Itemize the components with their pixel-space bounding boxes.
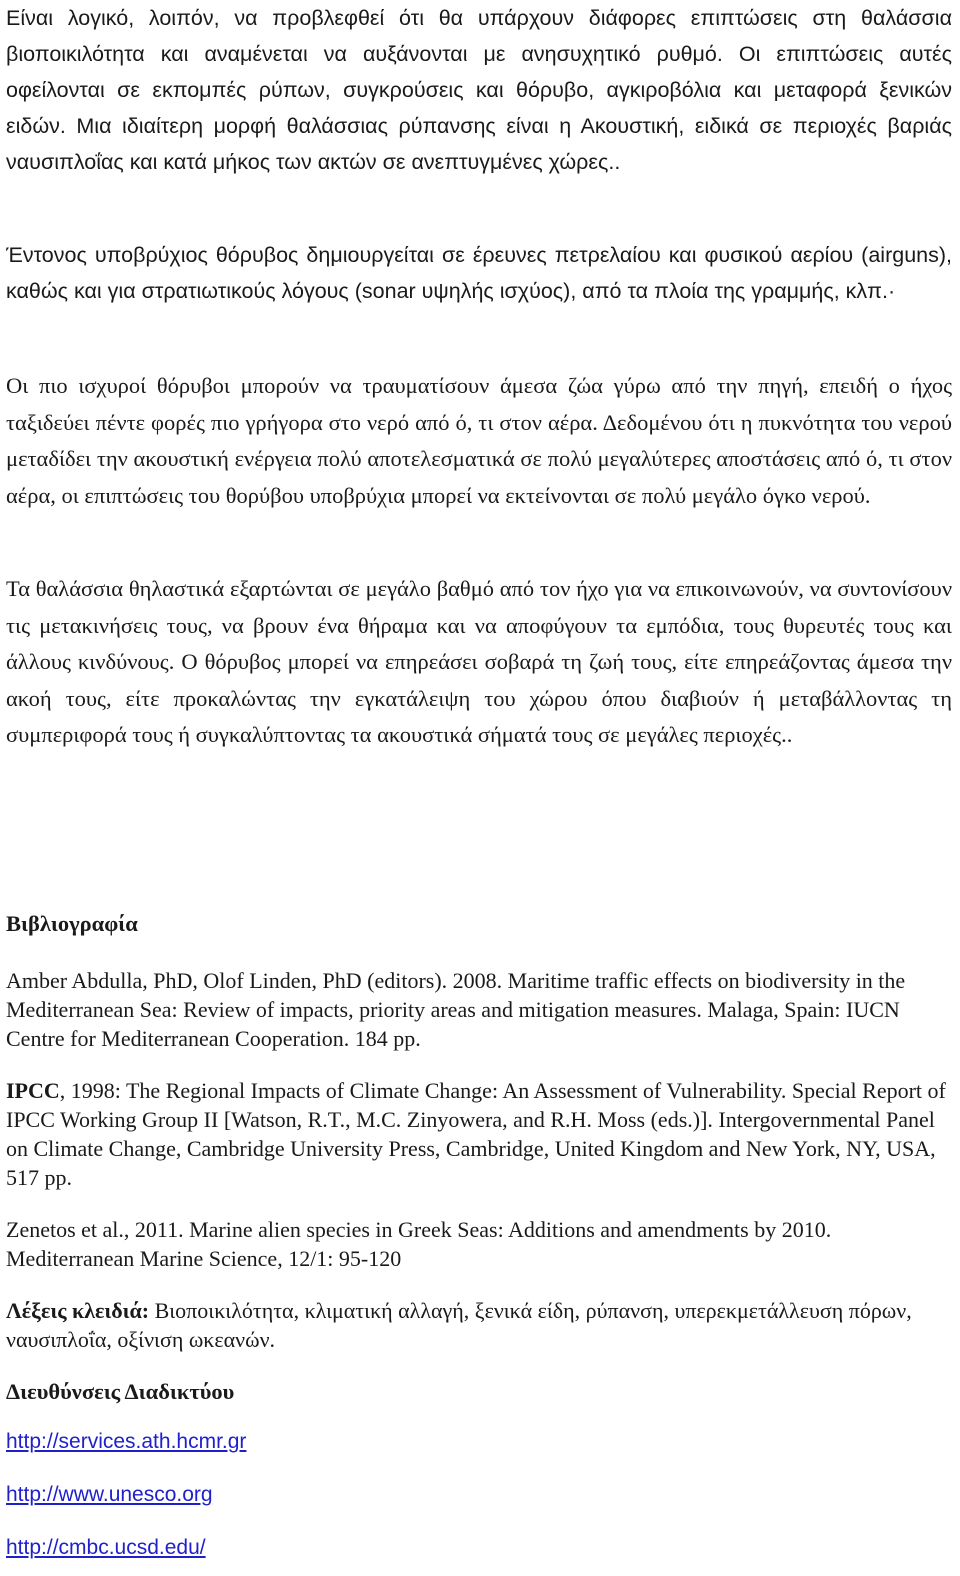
paragraph-noise-effects: Οι πιο ισχυροί θόρυβοι μπορούν να τραυματίσουν άμεσα ζώα γύρω από την πηγή, επειδή ο ήχος ταξιδεύει πέντε φορές πιο γρήγορα στο νερό από ό, τι στον αέρα. Δεδομένου ότι η πυκνότητα του νερού μεταδίδει την ακουστική ενέργεια πολύ αποτελεσματικά σε πολύ μεγαλύτερες αποστάσεις από ό, τι στον αέρα, οι επιπτώσεις του θορύβου υποβρύχια μπορεί να εκτείνονται σε πολύ μεγάλο όγκο νερού.: [6, 373, 952, 508]
keywords-label: Λέξεις κλειδιά:: [6, 1298, 150, 1323]
reference-ipcc-text: , 1998: The Regional Impacts of Climate Change: An Assessment of Vulnerability. Special Report of IPCC Working Group II [Watson, R.T., M.C. Zinyowera, and R.H. Moss (eds.)]. Intergovernmental Panel on Climate Change, Cambridge University Press, Cambridge, United Kingdom and New York, NY, USA, 517 pp.: [6, 1078, 946, 1190]
link-hcmr[interactable]: http://services.ath.hcmr.gr: [6, 1430, 247, 1453]
paragraph-underwater-noise: Έντονος υποβρύχιος θόρυβος δημιουργείται σε έρευνες πετρελαίου και φυσικού αερίου (airguns), καθώς και για στρατιωτικούς λόγους (sonar υψηλής ισχύος), από τα πλοία της γραμμής, κλπ.·: [6, 243, 952, 303]
keywords-text: Βιοποικιλότητα, κλιματική αλλαγή, ξενικά είδη, ρύπανση, υπερεκμετάλλευση πόρων, ναυσιπλοΐα, οξίνιση ωκεανών.: [6, 1298, 912, 1352]
keywords-paragraph: [6, 1296, 952, 1354]
reference-abdulla: Amber Abdulla, PhD, Olof Linden, PhD (editors). 2008. Maritime traffic effects on biodiversity in the Mediterranean Sea: Review of impacts, priority areas and mitigation measures. Malaga, Spain: IUCN Centre for Mediterranean Cooperation. 184 pp.: [6, 968, 906, 1051]
reference-ipcc: [6, 1076, 952, 1192]
reference-ipcc-author: IPCC: [6, 1078, 60, 1103]
reference-zenetos: Zenetos et al., 2011. Marine alien species in Greek Seas: Additions and amendments by 2010. Mediterranean Marine Science, 12/1: 95-120: [6, 1217, 832, 1271]
paragraph-marine-mammals: Τα θαλάσσια θηλαστικά εξαρτώνται σε μεγάλο βαθμό από τον ήχο για να επικοινωνούν, να συντονίσουν τις μετακινήσεις τους, να βρουν ένα θήραμα και να αποφύγουν τα εμπόδια, τους θυρευτές τους και άλλους κινδύνους. Ο θόρυβος μπορεί να επηρεάσει σοβαρά τη ζωή τους, είτε επηρεάζοντας άμεσα την ακοή τους, είτε προκαλώντας την εγκατάλειψη του χώρου όπου διαβιούν ή μεταβάλλοντας τη συμπεριφορά τους ή συγκαλύπτοντας τα ακουστικά σήματά τους σε μεγάλες περιοχές..: [6, 576, 952, 747]
paragraph-marine-impacts: Είναι λογικό, λοιπόν, να προβλεφθεί ότι θα υπάρχουν διάφορες επιπτώσεις στη θαλάσσια βιοποικιλότητα και αναμένεται να αυξάνονται με ανησυχητικό ρυθμό. Οι επιπτώσεις αυτές οφείλονται σε εκπομπές ρύπων, συγκρούσεις και θόρυβο, αγκιροβόλια και μεταφορά ξενικών ειδών. Μια ιδιαίτερη μορφή θαλάσσιας ρύπανσης είναι η Ακουστική, ειδικά σε περιοχές βαριάς ναυσιπλοΐας και κατά μήκος των ακτών σε ανεπτυγμένες χώρες..: [6, 6, 952, 174]
web-addresses-heading: Διευθύνσεις Διαδικτύου: [6, 1379, 235, 1404]
bibliography-heading: Βιβλιογραφία: [6, 911, 138, 936]
link-unesco[interactable]: http://www.unesco.org: [6, 1483, 213, 1506]
link-cmbc[interactable]: http://cmbc.ucsd.edu/: [6, 1536, 206, 1559]
